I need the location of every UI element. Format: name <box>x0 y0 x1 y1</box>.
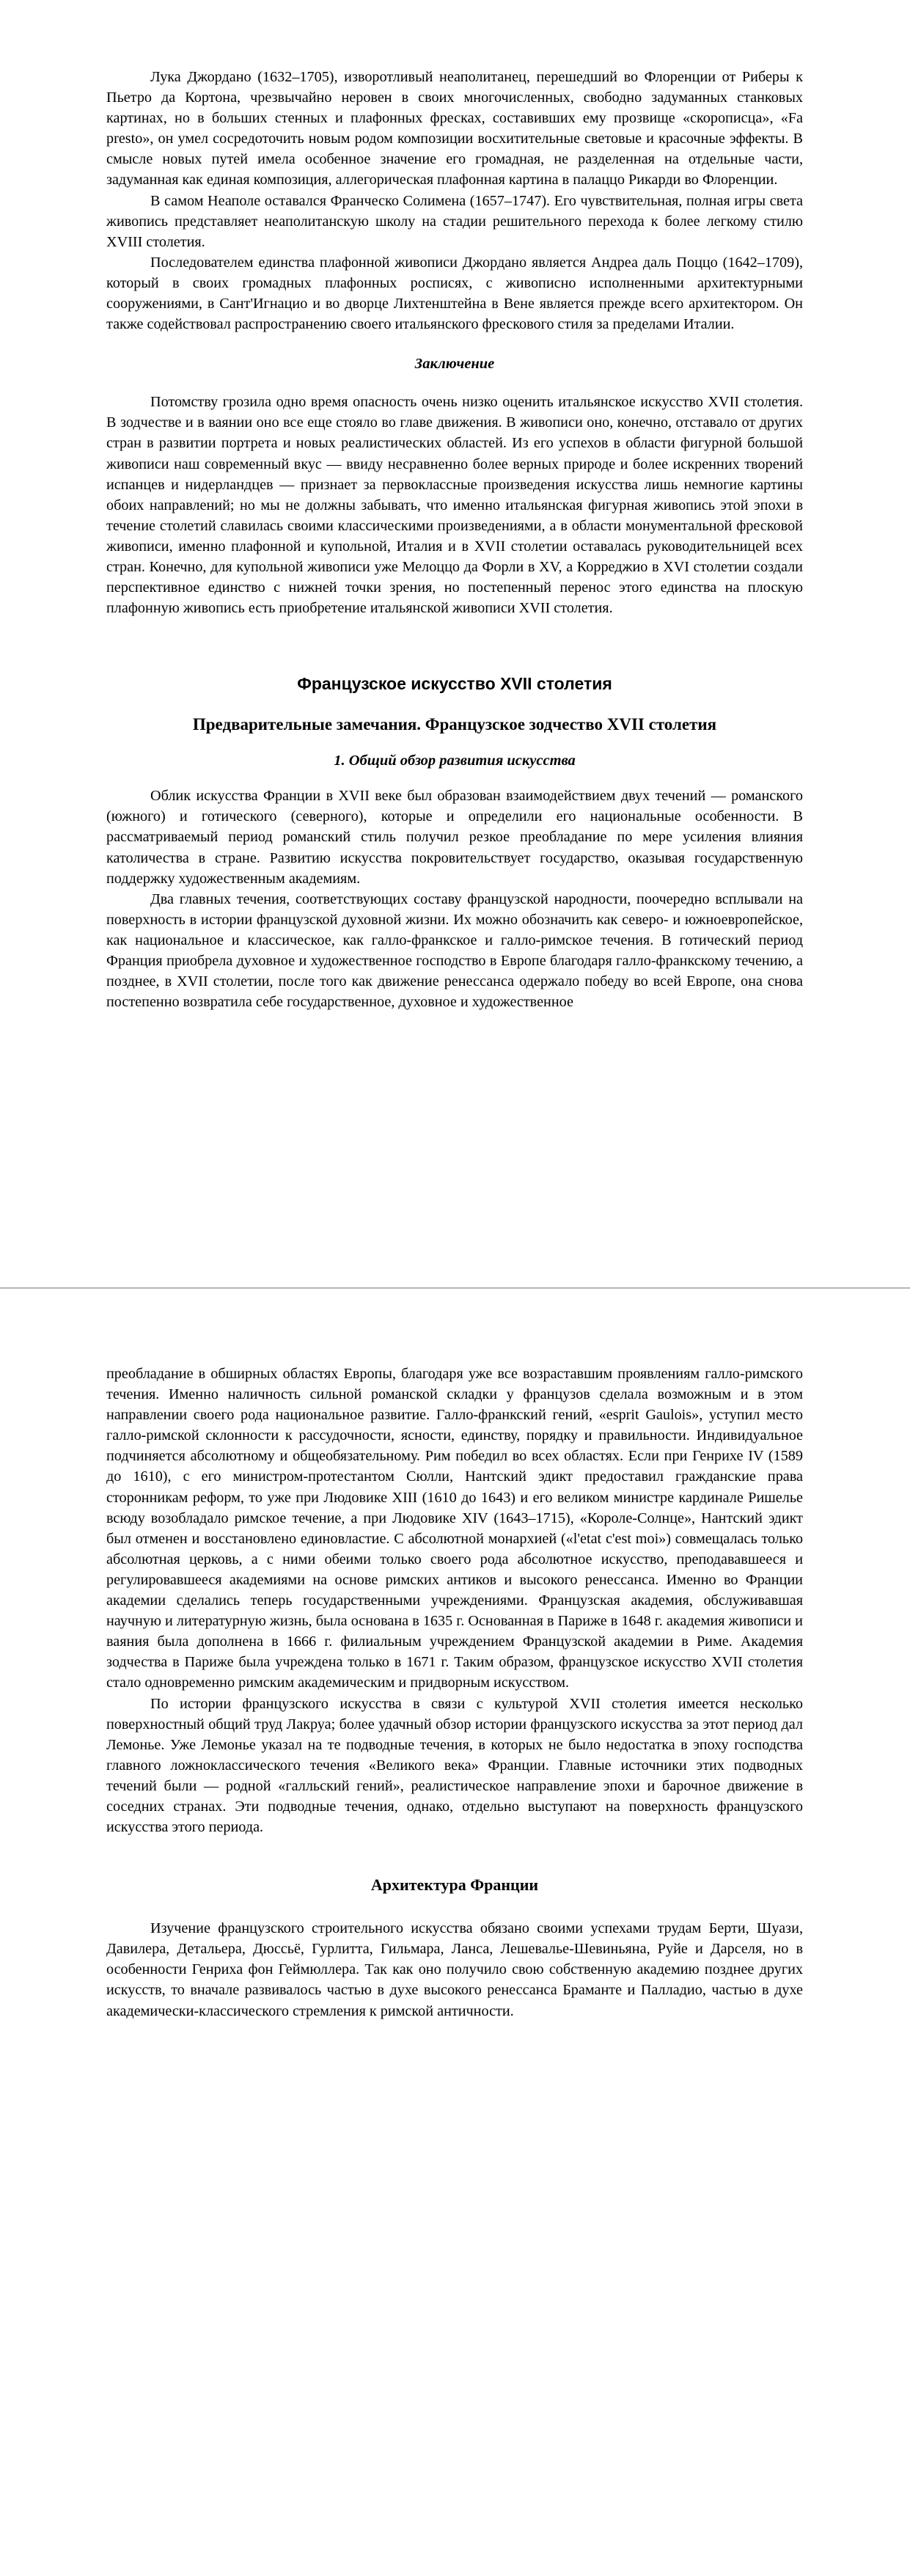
page-1 <box>0 0 910 1287</box>
architecture-paragraph: Изучение французского строительного искусства обязано своими успехами трудам Берти, Шуази, Давилера, Детальера, Дюссьё, Гурлитта, Гильмара, Ланса, Лешевалье-Шевиньяна, Руйе и Дарселя, но в особенности Генриха фон Геймюллера. Так как оно получило свою собственную академию позднее других искусств, то вначале развивалось частью в духе высокого ренессанса Браманте и Палладио, частью в духе академически-классического стремления к римской античности. <box>106 1920 803 2019</box>
subsection-title: Предварительные замечания. Французское зодчество XVII столетия <box>192 715 717 734</box>
page-2-text <box>106 1364 803 2021</box>
section-title: Французское искусство XVII столетия <box>297 674 612 694</box>
page-2 <box>0 1289 910 2576</box>
conclusion-paragraph: Потомству грозила одно время опасность очень низко оценить итальянское искусство XVII столетия. В зодчестве и в ваянии оно все еще стояло во главе движения. В живописи оно, конечно, отставало от других стран в развитии портрета и новых реалистических областей. Из его успехов в области фигурной большой живописи наш современный вкус — ввиду несравненно более верных природе и более искренних творений испанцев и нидерландцев — признает за первоклассные произведения искусства лишь немногие картины обоих направлений; но мы не должны забывать, что именно итальянская фигурная живопись этой эпохи в течение столетий славилась своими классическими произведениями, а в области монументальной фресковой живописи, именно плафонной и купольной, Италия и в XVII столетии оставалась руководительницей всех стран. Конечно, для купольной живописи уже Мелоццо да Форли в XV, а Корреджио в XVI столетии создали перспективное единство с нижней точки зрения, но постепенный перенос этого единства на плоскую плафонную живопись есть приобретение итальянской живописи XVII столетия. <box>106 394 803 617</box>
paragraph-lacroix-lemonnier: По истории французского искусства в связи с культурой XVII столетия имеется несколько поверхностный общий труд Лакруа; более удачный обзор истории французского искусства за этот период дал Лемонье. Уже Лемонье указал на те подводные течения, в которых не было недостатка в эпоху господства главного ложноклассического течения «Великого века» Франции. Главные источники этих подводных течений были — родной «галльский гений», реалистическое направление эпохи и барочное движение в соседних странах. Эти подводные течения, однако, отдельно выступают на поверхность французского искусства этого периода. <box>106 1695 803 1836</box>
paragraph-solimena: В самом Неаполе оставался Франческо Солимена (1657–1747). Его чувствительная, полная игры света живопись представляет неаполитанскую школу на стадии решительного перехода к более легкому стилю XVIII столетия. <box>106 192 803 250</box>
paragraph-two-currents: Два главных течения, соответствующих составу французской народности, поочередно всплывали на поверхность в истории французской духовной жизни. Их можно обозначить как северо- и южноевропейское, как национальное и классическое, как галло-франкское и галло-римское течения. В готический период Франция приобрела духовное и художественное господство в Европе благодаря галло-франкскому течению, а позднее, в XVII столетии, после того как движение ренессанса одержало победу во всей Европе, она снова постепенно возвратила себе государственное, духовное и художественное <box>106 890 803 1011</box>
paragraph-pozzo: Последователем единства плафонной живописи Джордано является Андреа даль Поццо (1642–1709), который в своих громадных плафонных росписях, с живописно исполненными архитектурными сооружениями, в Сант'Игнацио и во дворце Лихтенштейна в Вене является прежде всего архитектором. Он также содействовал распространению своего итальянского фрескового стиля за пределами Италии. <box>106 254 803 333</box>
chapter-title: 1. Общий обзор развития искусства <box>334 753 576 769</box>
architecture-heading: Архитектура Франции <box>370 1876 539 1895</box>
conclusion-heading: Заключение <box>414 356 495 373</box>
page-1-text <box>106 67 803 1012</box>
paragraph-luca-giordano: Лука Джордано (1632–1705), изворотливый неаполитанец, перешедший во Флоренции от Риберы к Пьетро да Кортона, чрезвычайно неровен в своих многочисленных, свободно задуманных станковых картинах, но в больших стенных и плафонных фресках, составивших ему прозвище «скорописца», «Fa presto», он умел сосредоточить новым родом композиции восхитительные световые и красочные эффекты. В смысле новых путей имела особенное значение его громадная, не разделенная на отдельные части, задуманная как единая композиция, аллегорическая плафонная картина в палаццо Рикарди во Флоренции. <box>106 69 803 189</box>
paragraph-continuation: преобладание в обширных областях Европы, благодаря уже все возраставшим проявлениям галло-римского течения. Именно наличность сильной романской складки у французов сделала возможным и в этом направлении своего рода национальное развитие. Галло-франкский гений, «esprit Gaulois», уступил место галло-римской склонности к рассудочности, ясности, единству, порядку и правильности. Индивидуальное подчиняется абсолютному и общеобязательному. Рим победил во всех областях. Если при Генрихе IV (1589 до 1610), с его министром-протестантом Сюлли, Нантский эдикт предоставил гражданские права сторонникам реформ, то уже при Людовике XIII (1610 до 1643) и его великом министре кардинале Ришелье всюду возобладало римское течение, а при Людовике XIV (1643–1715), «Короле-Солнце», Нантский эдикт был отменен и восстановлено единовластие. С абсолютной монархией («l'etat c'est moi») совмещалась только абсолютная церковь, а с ними обеими только своего рода абсолютное искусство, преподававшееся и регулировавшееся академиями на основе римских антиков и высокого ренессанса. Именно во Франции академии сделались теперь государственными учреждениями. Французская академия, обслуживавшая научную и литературную жизнь, была основана в 1635 г. Основанная в Париже в 1648 г. академия живописи и ваяния была дополнена в 1666 г. филиальным учреждением Французской академии в Риме. Академия зодчества в Париже была учреждена только в 1671 г. Таким образом, французское искусство XVII столетия стало одновременно римским академическим и придворным искусством. <box>106 1366 803 1691</box>
paragraph-overview: Облик искусства Франции в XVII веке был образован взаимодействием двух течений — романского (южного) и готического (северного), которые и определили его национальные особенности. В рассматриваемый период романский стиль получил резкое преобладание по мере усиления влияния католичества в стране. Развитию искусства покровительствует государство, оказывая государственную поддержку художественным академиям. <box>106 788 803 887</box>
